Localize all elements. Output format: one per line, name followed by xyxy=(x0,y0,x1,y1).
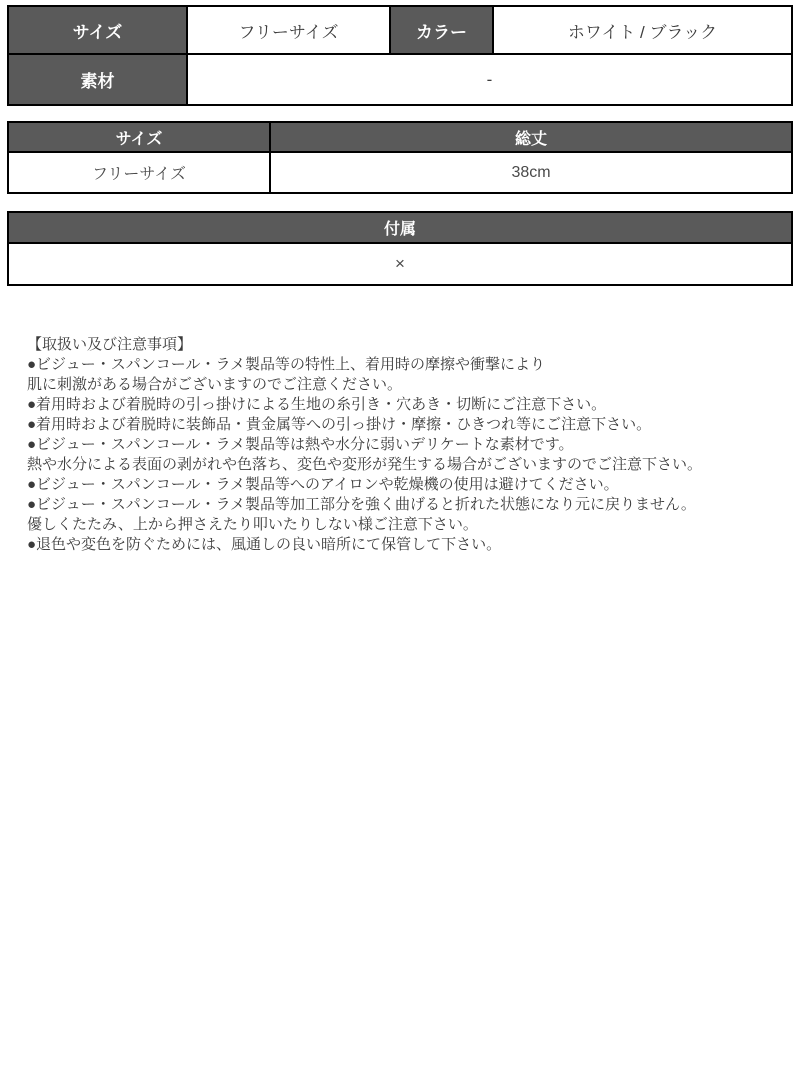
size-table-header-size: サイズ xyxy=(8,122,270,152)
spec-material-label: 素材 xyxy=(8,54,187,105)
spec-size-value: フリーサイズ xyxy=(187,6,390,54)
handling-note-line: ●ビジュー・スパンコール・ラメ製品等へのアイロンや乾燥機の使用は避けてください。 xyxy=(27,476,619,493)
handling-note-line: ●ビジュー・スパンコール・ラメ製品等加工部分を強く曲げると折れた状態になり元に戻りません。 xyxy=(27,496,696,513)
spec-material-value: - xyxy=(187,54,792,105)
accessory-header-row xyxy=(8,212,792,243)
handling-note-line: ●退色や変色を防ぐためには、風通しの良い暗所にて保管して下さい。 xyxy=(27,536,502,553)
handling-note-line: ●ビジュー・スパンコール・ラメ製品等は熱や水分に弱いデリケートな素材です。 xyxy=(27,436,574,453)
handling-notes-title: 【取扱い及び注意事項】 xyxy=(27,336,193,353)
handling-note-line: 熱や水分による表面の剥がれや色落ち、変色や変形が発生する場合がございますのでご注意下さい。 xyxy=(27,456,703,473)
size-table-length-value: 38cm xyxy=(270,152,792,193)
spec-table-row-1 xyxy=(8,6,792,54)
accessory-header: 付属 xyxy=(8,212,792,243)
spec-size-label: サイズ xyxy=(8,6,187,54)
size-table-header-row xyxy=(8,122,792,152)
size-measurement-table xyxy=(7,121,793,194)
accessory-table xyxy=(7,211,793,286)
spec-color-label: カラー xyxy=(390,6,493,54)
handling-note-line: 優しくたたみ、上から押さえたり叩いたりしない様ご注意下さい。 xyxy=(27,516,478,533)
spec-table xyxy=(7,5,793,106)
size-table-header-length: 総丈 xyxy=(270,122,792,152)
size-table-data-row xyxy=(8,152,792,193)
accessory-value: × xyxy=(8,243,792,285)
spec-table-row-2 xyxy=(8,54,792,105)
spec-color-value: ホワイト / ブラック xyxy=(493,6,792,54)
accessory-data-row xyxy=(8,243,792,285)
handling-note-line: 肌に刺激がある場合がございますのでご注意ください。 xyxy=(27,376,403,393)
handling-note-line: ●着用時および着脱時に装飾品・貴金属等への引っ掛け・摩擦・ひきつれ等にご注意下さい。 xyxy=(27,416,652,433)
handling-note-line: ●ビジュー・スパンコール・ラメ製品等の特性上、着用時の摩擦や衝撃により xyxy=(27,356,546,373)
handling-note-line: ●着用時および着脱時の引っ掛けによる生地の糸引き・穴あき・切断にご注意下さい。 xyxy=(27,396,607,413)
handling-notes xyxy=(27,335,783,555)
size-table-size-value: フリーサイズ xyxy=(8,152,270,193)
